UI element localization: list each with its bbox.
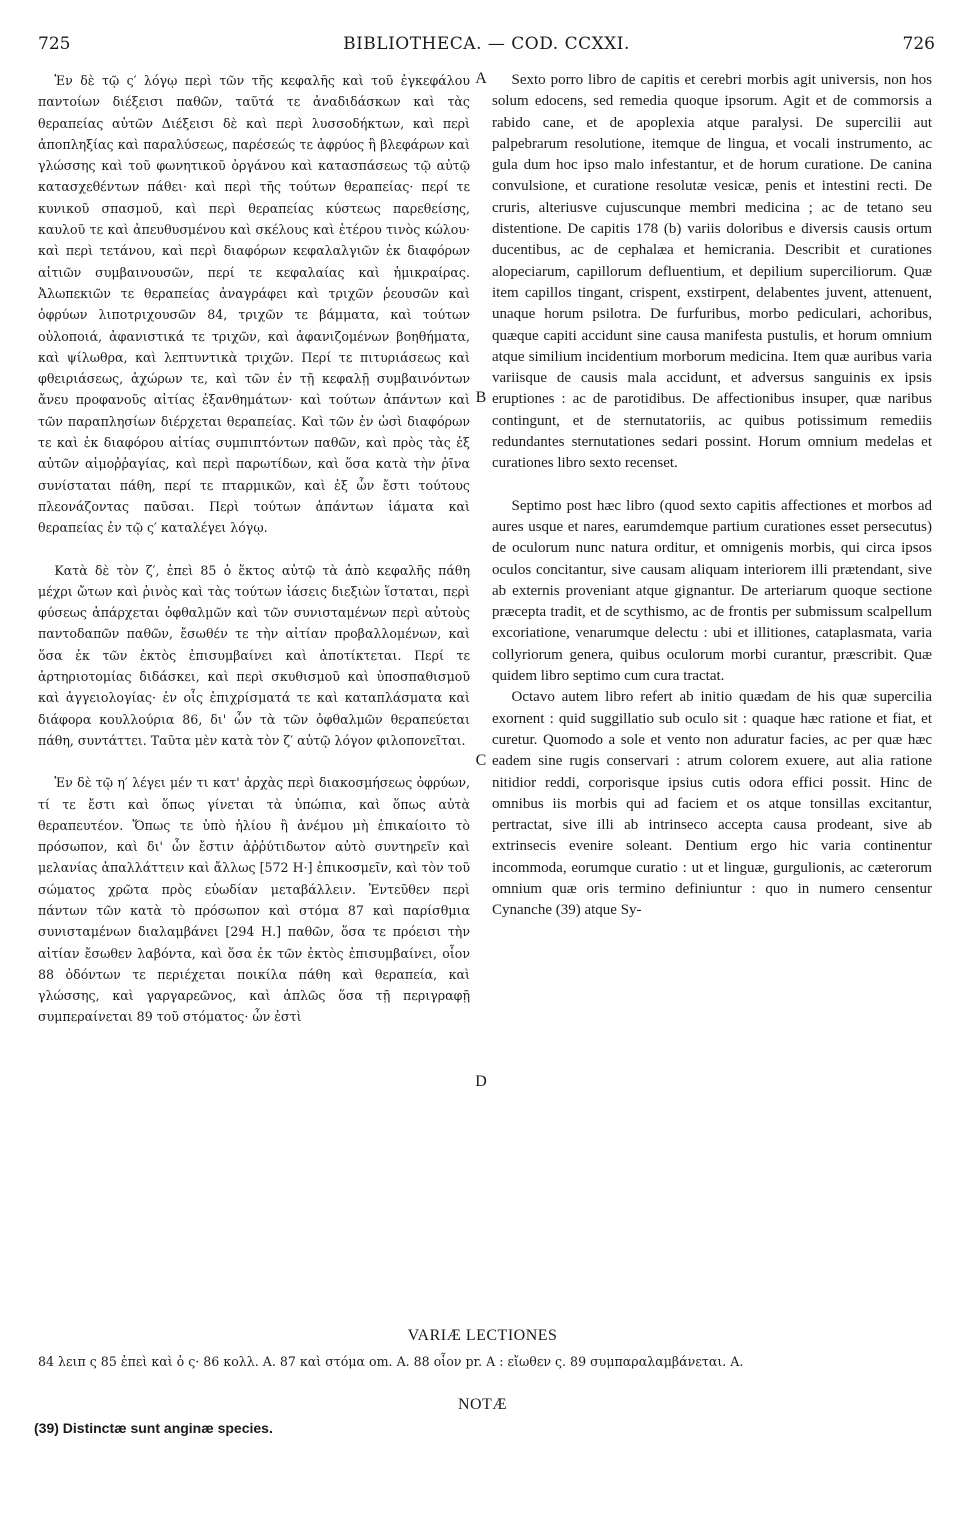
running-title: BIBLIOTHECA. — COD. CCXXI. xyxy=(343,34,630,54)
latin-column xyxy=(492,70,932,922)
latin-paragraph-2: Septimo post hæc libro (quod sexto capitis affectiones et morbos ad aures usque et nares, earumdemque partium curationes esset persecutus) de oculorum nunc natura orditur, et omnigenis morbis, qui circa ipsos oculos concitantur, sive causam aliquam interiorem illi prætendant, sive ab externis proveniant atque gignantur. De arteriarum quoque sectione præcepta tradit, et de scythismo, ac de frontis per submissum scalpellum excoriatione, venarumque delectu : ubi et illitiones, cataplasmata, varia collyriorum genera, quibus oculorum morbi curantur, præscribit. Quæ quidem libro septimo cum cura tractat. xyxy=(492,497,932,685)
latin-paragraph-1: Sexto porro libro de capitis et cerebri morbis agit universis, non hos solum edocens, sed remedia quoque ipsorum. Agit et de commorsis a rabido cane, et de apoplexia atque paralysi. De supercilii aut palpebrarum resolutione, itemque de lingua, et vocali instrumento, ac gula dum hoc ipso malo infestantur, et de horum curatione. De canina convulsione, et curatione resolutæ vesicæ, penis et intestini recti. De cruris, alteriusve cujuscunque membri medicina ; ac de tetano seu distentione. De capitis 178 (b) variis doloribus e diversis causis ortum ducentibus, ac de cephalæa et hemicrania. Describit et curationes alopeciarum, capillorum defluentium, et depilium superciliorum. Quæ item capillos tingant, crispent, exstirpent, delabentes juvent, attenuent, unaque horum psilotra. De furfuribus, morbo pediculari, achoribus, quæque capiti accidunt sine causa manifesta pustulis, et horum omnium atque similium incidentium morborum medicina. Item quæ auribus varia variisque de causis mala accidunt, et adversus sanguinis ex ipsis eruptiones : ac de parotidibus. De affectionibus insuper, quæ naribus contingunt, et de sternutatoriis, ac quibus potissimum remediis redundantes sternutationes sedari possint. Horum omnium medelas et curationes libro sexto recenset. xyxy=(492,72,932,472)
section-marker-b: B xyxy=(475,389,487,406)
greek-paragraph-2: Κατὰ δὲ τὸν ζ′, ἐπεὶ 85 ὁ ἕκτος αὐτῷ τὰ ἀπὸ κεφαλῆς πάθη μέχρι ὤτων καὶ ῥινὸς καὶ τὰς τούτων ἰάσεις διεξιὼν ἵσταται, περὶ φύσεως ἀπάρχεται ὀφθαλμῶν καὶ τῶν συνισταμένων περὶ αὐτοὺς παντοδαπῶν παθῶν, ἔσωθέν τε τὴν αἰτίαν προβαλλομένων, καὶ ὅσα ἐκ τῶν ἐκτὸς ἐπισυμβαίνει καὶ ἀποτίκτεται. Περί τε ἀρτηριοτομίας διδάσκει, καὶ περὶ σκυθισμοῦ καὶ ὑποσπαθισμοῦ καὶ ἀγγειολογίας· ἐν οἷς ἐπιχρίσματά τε καὶ καταπλάσματα καὶ διάφορα κουλλούρια 86, δι' ὧν τὰ τῶν ὀφθαλμῶν θεραπεύεται πάθη, συντάττει. Ταῦτα μὲν κατὰ τὸν ζ′ αὐτῷ λόγον φιλοπονεῖται. xyxy=(38,562,470,748)
section-marker-c: C xyxy=(475,752,487,769)
greek-column xyxy=(38,70,470,1028)
greek-paragraph-3: Ἐν δὲ τῷ η′ λέγει μέν τι κατ' ἀρχὰς περὶ διακοσμήσεως ὀφρύων, τί τε ἔστι καὶ ὅπως γίνεται τὰ ὑπώπια, καὶ ὅπως αὐτὰ θεραπευτέον. Ὅπως τε ὑπὸ ἡλίου ἢ ἀνέμου μὴ ἐπικαίοιτο τὸ πρόσωπον, καὶ δι' ὧν ἔστιν ἀῤῥύτιδωτον αὐτὸ συντηρεῖν καὶ μελανίας ἀπαλλάττειν καὶ ἄλλως [572 Η·] ἐπικοσμεῖν, καὶ τὸν τοῦ σώματος χρῶτα πρὸς εὐωδίαν μεταβάλλειν. Ἐντεῦθεν περὶ πάντων τῶν κατὰ τὸ πρόσωπον καὶ στόμα 87 καὶ παρίσθμια συνισταμένων διαλαμβάνει [294 Η.] παθῶν, ὅσα τε πρόεισι τὴν αἰτίαν ἔσωθεν λαβόντα, καὶ ὅσα ἐκ τῶν ἐκτὸς ἐπισυμβαίνει, οἷον 88 ὀδόντων τε περιέχεται ποικίλα πάθη καὶ θεραπεία, καὶ γλώσσης, καὶ γαργαρεῶνος, καὶ ἁπλῶς ὅσα τῇ περιγραφῇ συμπεραίνεται 89 τοῦ στόματος· ὧν ἐστὶ xyxy=(38,775,470,1025)
variae-lectiones-text: 84 λειπ ς 85 ἐπεὶ καὶ ὁ ς· 86 κολλ. A. 87 καὶ στόμα om. A. 88 οἷον pr. A : εἴωθεν ς. 89 συμπαραλαμβάνεται. A. xyxy=(38,1354,744,1369)
page-number-left: 725 xyxy=(38,34,71,54)
section-marker-d: D xyxy=(475,1073,487,1090)
section-marker-a: A xyxy=(475,70,487,87)
greek-paragraph-1: Ἐν δὲ τῷ ς′ λόγῳ περὶ τῶν τῆς κεφαλῆς καὶ τοῦ ἐγκεφάλου παντοίων διέξεισι παθῶν, ταῦτά τε ἀναδιδάσκων καὶ τὰς θεραπείας αὐτῶν Διέξεισι δὲ καὶ περὶ λυσσοδήκτων, καὶ περὶ ἀποπληξίας καὶ παραλύσεως, παρέσεώς τε ἀφρύος ἢ βλεφάρων καὶ γλώσσης καὶ τοῦ φωνητικοῦ ὀργάνου καὶ κατασπάσεως τῷ αὐτῷ κατασχεθέντων πάθει· καὶ περὶ τῆς τούτων θεραπείας· περί τε κυνικοῦ σπασμοῦ, καὶ περὶ θεραπείας κύστεως παρεθείσης, καυλοῦ τε καὶ ἀπευθυσμένου καὶ σκέλους καὶ ἑτέρου τινὸς κώλου· καὶ περὶ τετάνου, καὶ περὶ διαφόρων κεφαλαλγιῶν ἐκ διαφόρων αἰτιῶν συμβαινουσῶν, περί τε κεφαλαίας καὶ ἡμικραίρας. Ἀλωπεκιῶν τε θεραπείας ἀναγράφει καὶ τριχῶν ῥεουσῶν καὶ ὀφρύων λιποτριχουσῶν 84, τριχῶν τε βάμματα, καὶ τούτων οὐλοποιά, ἀφανιστικά τε τριχῶν, καὶ ἀφανιζομένων βοηθήματα, καὶ ψίλωθρα, καὶ λεπτυντικὰ τριχῶν. Περί τε πιτυριάσεως καὶ φθειριάσεως, ἀχώρων τε, καὶ τῶν ἐν τῇ κεφαλῇ συμβαινόντων ἄνευ προφανοῦς αἰτίας ἐξανθημάτων· καὶ τούτων ἁπάντων καὶ τῶν παραπλησίων διέρχεται θεραπείας. Καὶ τῶν ἐν ὠσὶ διαφόρων τε καὶ ἐκ διαφόρου αἰτίας συμπιπτόντων παθῶν, καὶ πρὸς τὰς ἐξ αὐτῶν αἱμοῤῥαγίας, καὶ περὶ παρωτίδων, καὶ ὅσα κατὰ τὴν ῥῖνα συνίσταται πάθη, περί τε πταρμικῶν, καὶ ἐξ ὧν ἔστι τούτους πλεονάζοντας παῦσαι. Περὶ τούτων ἁπάντων ἰάματα καὶ θεραπείας ἐν τῷ ς′ καταλέγει λόγῳ. xyxy=(38,73,470,536)
page-number-right: 726 xyxy=(902,34,935,54)
notae-heading: NOTÆ xyxy=(457,1396,508,1413)
latin-paragraph-3: Octavo autem libro refert ab initio quædam de his quæ supercilia exornent : quid suggillatio sub oculo sit : quaque hæc ratione et fiat, et curetur. Quomodo a sole et vento non aduratur facies, ac per quæ hæc eadem sine rugis conservari : atrum colorem exuere, aut alia ratione nitidior reddi, corporisque ipsius cutis odora effici possit. Hinc de omnibus iis morbis qui ad faciem et os atque tonsillas excitantur, pertractat, sive illi ab intrinseco accepta causa prodeant, sive ab extrinsecis evenire soleant. Dentium ergo hic varia continentur incommoda, eorumque curatio : ut et linguæ, gurgulionis, ac cæterorum omnium quæ oris termino definiuntur : quo in numero censentur Cynanche (39) atque Sy- xyxy=(492,689,932,919)
variae-lectiones-heading: VARIÆ LECTIONES xyxy=(407,1327,558,1344)
note-39: (39) Distinctæ sunt anginæ species. xyxy=(34,1420,273,1436)
page-header xyxy=(38,34,935,60)
